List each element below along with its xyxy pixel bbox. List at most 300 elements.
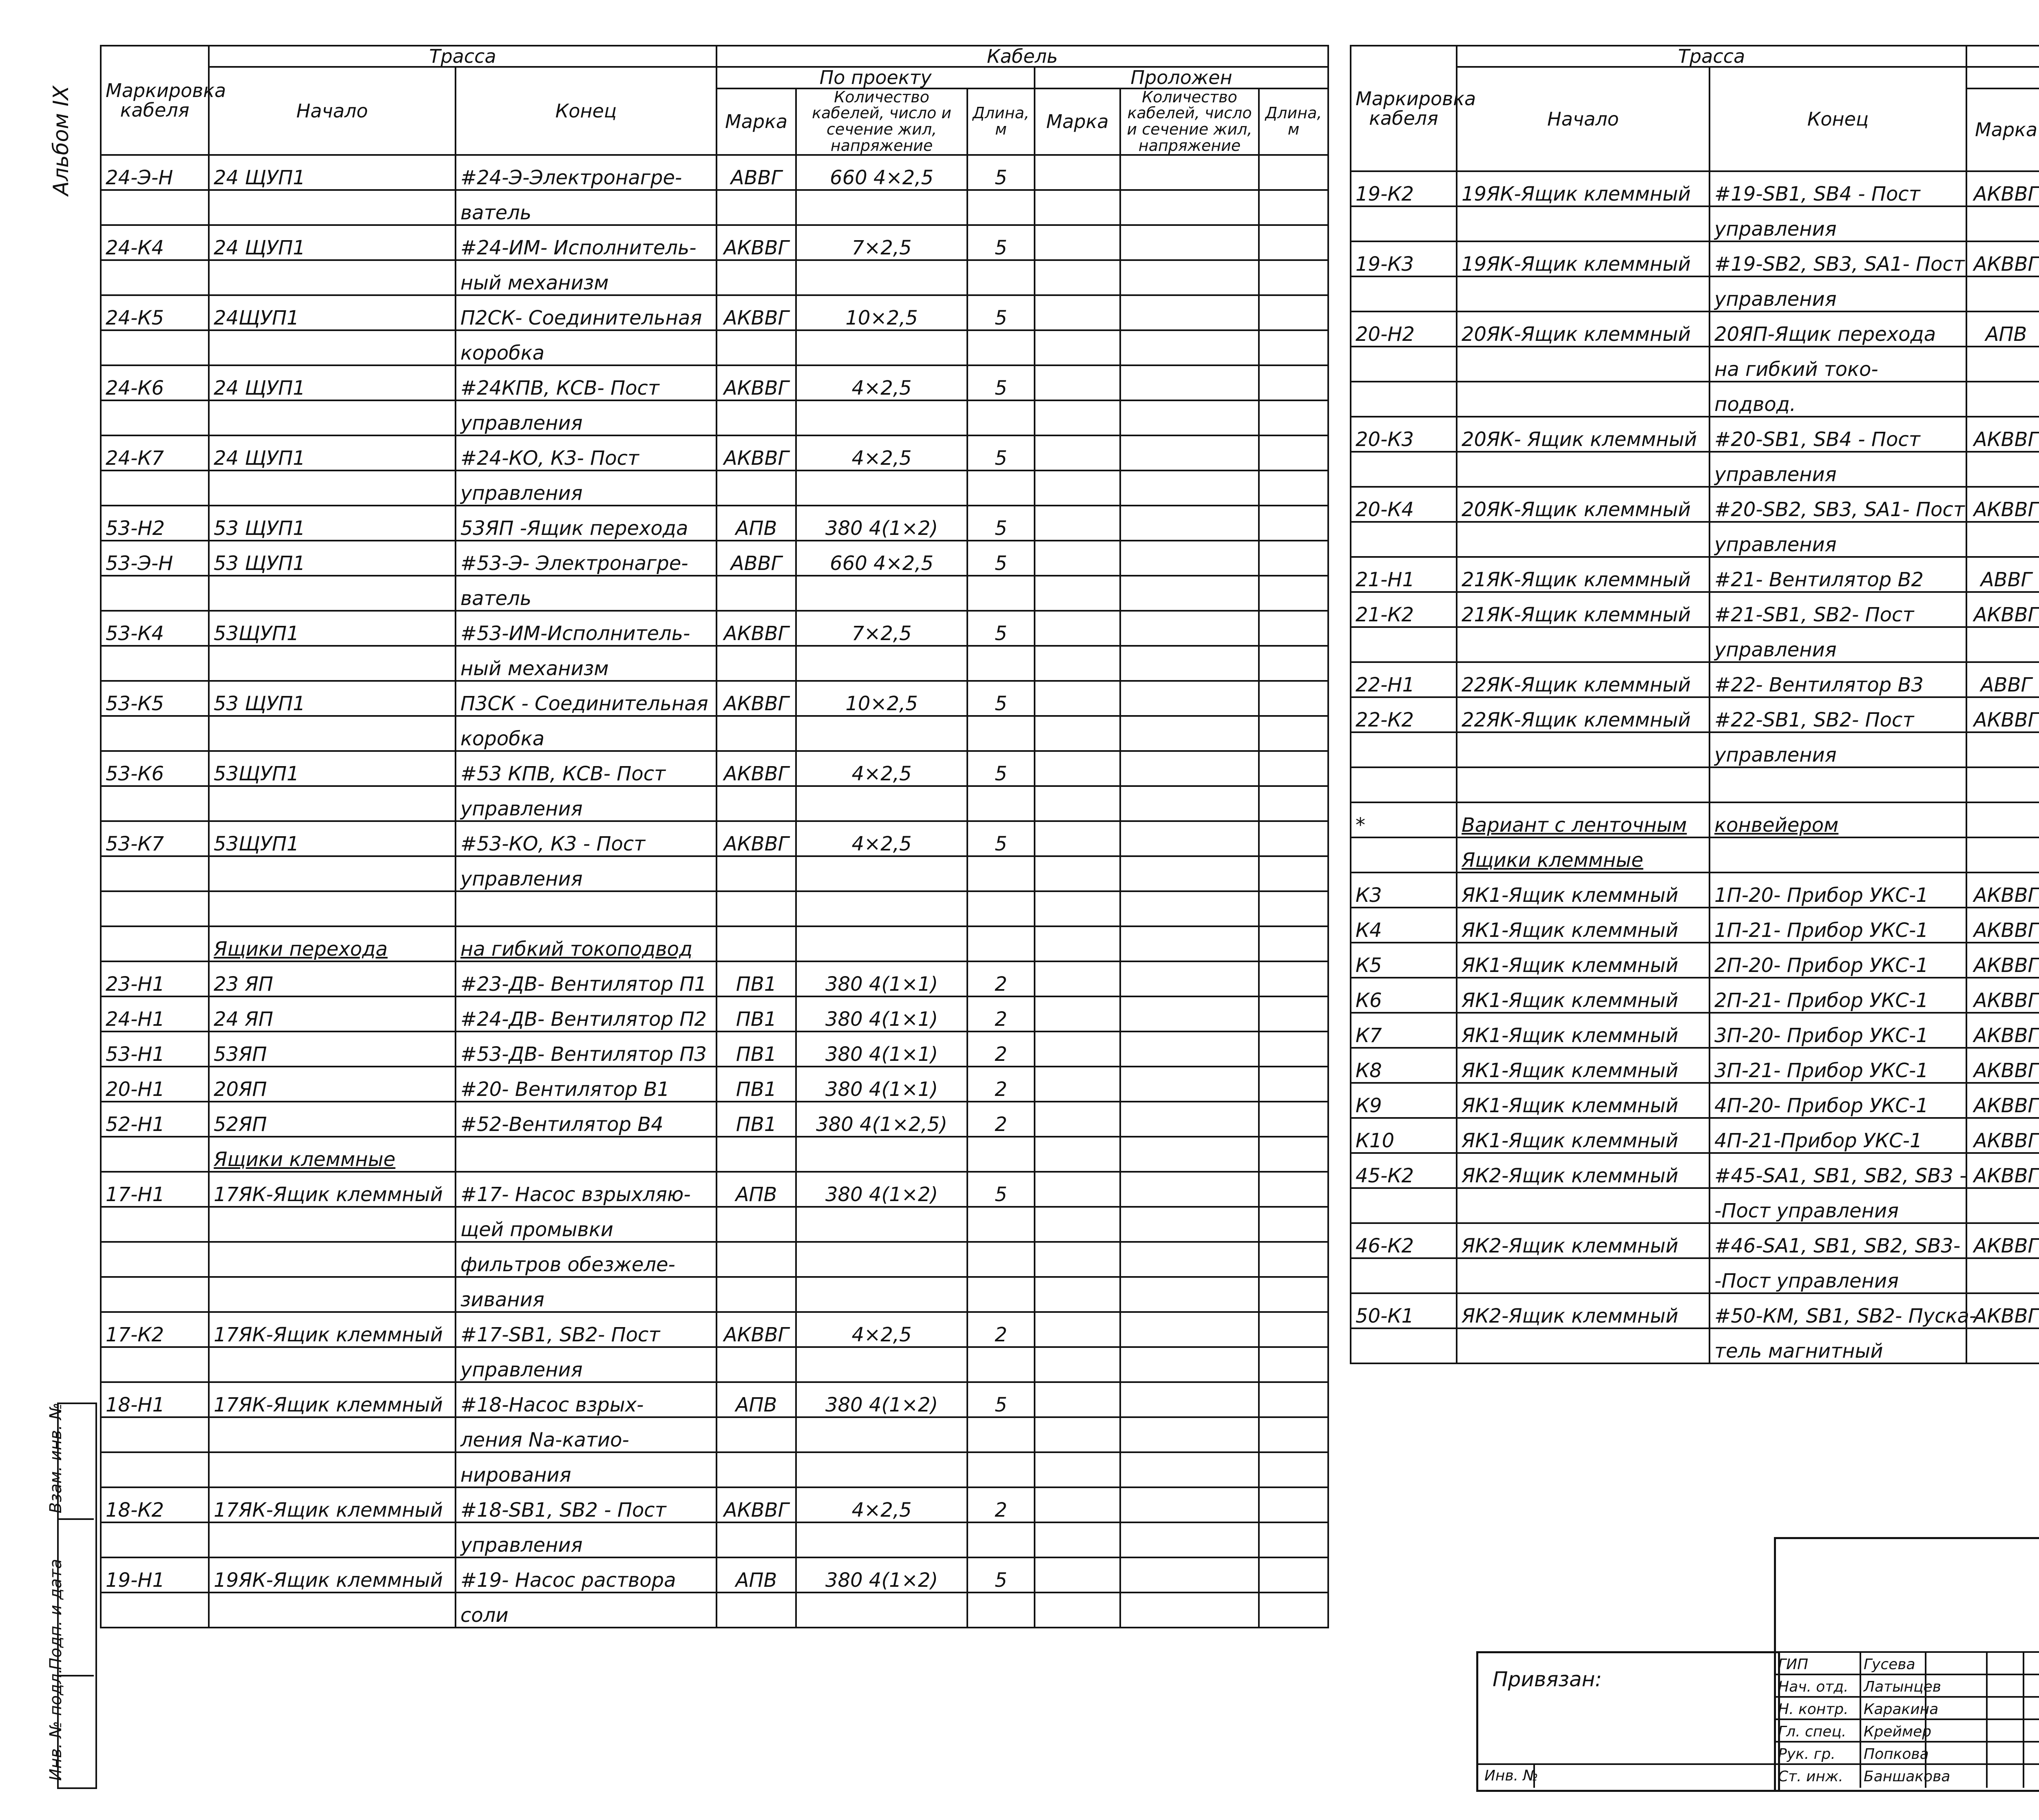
cell-laid-empty xyxy=(1120,611,1259,646)
table-row xyxy=(1351,908,2039,943)
cell-laid-empty xyxy=(1120,716,1259,751)
cell-end: щей промывки xyxy=(456,1207,717,1242)
cell-qty: 4×2,5 xyxy=(796,1312,967,1347)
table-row xyxy=(101,1557,1328,1592)
cell-start: 19ЯК-Ящик клеммный xyxy=(209,1557,456,1592)
cell-start: ЯК1-Ящик клеммный xyxy=(1457,872,1709,908)
cell-end: зивания xyxy=(456,1277,717,1312)
cell-start xyxy=(209,260,456,295)
cell-laid-empty xyxy=(1120,295,1259,330)
cell-len xyxy=(967,1277,1035,1312)
cell-laid-empty xyxy=(1259,891,1328,926)
cell-start xyxy=(1457,347,1709,382)
cell-laid-empty xyxy=(1120,470,1259,506)
cell-laid-empty xyxy=(1035,996,1120,1031)
cell-mark: 20-Н2 xyxy=(1351,311,1457,347)
cell-brand: АКВВГ xyxy=(1966,592,2039,627)
cell-end: #24-ДВ- Вентилятор П2 xyxy=(456,996,717,1031)
cell-laid-empty xyxy=(1120,190,1259,225)
table-row xyxy=(101,751,1328,786)
table-row xyxy=(1351,1013,2039,1048)
cell-mark xyxy=(1351,1258,1457,1293)
cell-laid-empty xyxy=(1259,435,1328,470)
cell-len xyxy=(967,926,1035,961)
cell-end xyxy=(1709,837,1966,872)
cell-len: 5 xyxy=(967,155,1035,190)
header-start: Начало xyxy=(1457,67,1709,171)
cell-laid-empty xyxy=(1259,365,1328,400)
cell-end: управления xyxy=(1709,522,1966,557)
cell-brand: АКВВГ xyxy=(1966,1153,2039,1188)
table-row xyxy=(101,1347,1328,1382)
cell-qty: 380 4(1×1) xyxy=(796,1031,967,1067)
cell-start: 20ЯК- Ящик клеммный xyxy=(1457,417,1709,452)
cell-brand xyxy=(1966,802,2039,837)
cell-laid-empty xyxy=(1120,435,1259,470)
cell-brand: АВВГ xyxy=(717,541,796,576)
cell-start xyxy=(1457,522,1709,557)
cell-mark xyxy=(1351,347,1457,382)
cell-brand xyxy=(1966,732,2039,767)
cell-laid-empty xyxy=(1035,1347,1120,1382)
header-end: Конец xyxy=(456,67,717,155)
cell-qty: 4×2,5 xyxy=(796,751,967,786)
signature-name: Гусева xyxy=(1864,1656,1915,1673)
cell-mark: 18-К2 xyxy=(101,1487,209,1522)
cell-end: -Пост управления xyxy=(1709,1188,1966,1223)
cell-mark xyxy=(1351,206,1457,241)
cell-len: 5 xyxy=(967,611,1035,646)
cell-laid-empty xyxy=(1120,751,1259,786)
cell-brand: АКВВГ xyxy=(1966,1083,2039,1118)
cell-laid-empty xyxy=(1259,190,1328,225)
cell-len: 2 xyxy=(967,1487,1035,1522)
cell-end: управления xyxy=(1709,627,1966,662)
cell-laid-empty xyxy=(1259,1137,1328,1172)
cell-end xyxy=(1709,767,1966,802)
cell-len: 5 xyxy=(967,1557,1035,1592)
cell-mark: 20-К3 xyxy=(1351,417,1457,452)
cell-start: 53 ЩУП1 xyxy=(209,541,456,576)
cell-qty xyxy=(796,260,967,295)
cell-laid-empty xyxy=(1259,155,1328,190)
cell-qty xyxy=(796,576,967,611)
table-row xyxy=(101,1487,1328,1522)
cell-laid-empty xyxy=(1120,961,1259,996)
header-by-project: По проекту xyxy=(717,67,1035,88)
cell-start: ЯК1-Ящик клеммный xyxy=(1457,1048,1709,1083)
cell-end: #19-SB1, SB4 - Пост xyxy=(1709,171,1966,206)
cell-brand: ПВ1 xyxy=(717,996,796,1031)
cell-start: ЯК1-Ящик клеммный xyxy=(1457,1118,1709,1153)
cell-start xyxy=(1457,452,1709,487)
cell-start: 17ЯК-Ящик клеммный xyxy=(209,1382,456,1417)
cell-start xyxy=(209,330,456,365)
cell-start: ЯК1-Ящик клеммный xyxy=(1457,1083,1709,1118)
cell-brand: АВВГ xyxy=(1966,557,2039,592)
cell-len xyxy=(967,190,1035,225)
cell-end: #24-КО, К3- Пост xyxy=(456,435,717,470)
table-row xyxy=(1351,487,2039,522)
cell-start xyxy=(209,470,456,506)
table-row xyxy=(101,1067,1328,1102)
cell-end: на гибкий токоподвод xyxy=(456,926,717,961)
table-row xyxy=(101,225,1328,260)
cell-end: управления xyxy=(1709,732,1966,767)
cell-brand xyxy=(717,190,796,225)
cell-start: 24 ЩУП1 xyxy=(209,435,456,470)
header-qty: Количество кабелей, число и сечение жил, напряжение xyxy=(796,88,967,155)
cell-brand xyxy=(1966,1188,2039,1223)
cell-qty xyxy=(796,786,967,821)
cell-mark: 20-Н1 xyxy=(101,1067,209,1102)
cell-end: управления xyxy=(456,786,717,821)
cell-brand: АКВВГ xyxy=(1966,171,2039,206)
cell-start: ЯК2-Ящик клеммный xyxy=(1457,1223,1709,1258)
cell-len: 5 xyxy=(967,751,1035,786)
cell-laid-empty xyxy=(1035,190,1120,225)
cell-laid-empty xyxy=(1259,1347,1328,1382)
cell-laid-empty xyxy=(1035,681,1120,716)
cell-len xyxy=(967,1137,1035,1172)
cell-brand: АКВВГ xyxy=(717,365,796,400)
cell-qty xyxy=(796,716,967,751)
cell-mark xyxy=(101,926,209,961)
cell-len: 2 xyxy=(967,961,1035,996)
table-row xyxy=(1351,382,2039,417)
table-row xyxy=(101,681,1328,716)
table-row xyxy=(101,506,1328,541)
cell-mark: К9 xyxy=(1351,1083,1457,1118)
cell-end: нирования xyxy=(456,1452,717,1487)
cell-brand xyxy=(717,926,796,961)
cell-mark xyxy=(101,1137,209,1172)
cell-brand xyxy=(717,1277,796,1312)
signature-role: Нач. отд. xyxy=(1778,1679,1849,1695)
table-row xyxy=(1351,978,2039,1013)
cell-len: 5 xyxy=(967,821,1035,856)
cell-mark: 24-Э-Н xyxy=(101,155,209,190)
cell-mark xyxy=(101,716,209,751)
cell-laid-empty xyxy=(1259,996,1328,1031)
cell-laid-empty xyxy=(1120,1067,1259,1102)
cell-start: 22ЯК-Ящик клеммный xyxy=(1457,697,1709,732)
cell-laid-empty xyxy=(1120,681,1259,716)
cell-end: #53-Э- Электронагре- xyxy=(456,541,717,576)
cell-start xyxy=(1457,276,1709,311)
cell-laid-empty xyxy=(1259,681,1328,716)
table-row xyxy=(1351,1223,2039,1258)
cell-brand xyxy=(1966,1328,2039,1363)
table-row xyxy=(101,1312,1328,1347)
cell-laid-empty xyxy=(1035,1522,1120,1557)
cell-len: 5 xyxy=(967,1172,1035,1207)
title-block xyxy=(1476,1537,2039,1790)
cable-rows-left xyxy=(101,155,1328,1628)
cell-start xyxy=(1457,206,1709,241)
cell-laid-empty xyxy=(1120,1277,1259,1312)
cell-mark: 52-Н1 xyxy=(101,1102,209,1137)
cell-laid-empty xyxy=(1120,1312,1259,1347)
cell-brand xyxy=(717,1207,796,1242)
cell-mark xyxy=(101,1347,209,1382)
cell-laid-empty xyxy=(1035,330,1120,365)
cell-start: 24 ЯП xyxy=(209,996,456,1031)
cell-end: ватель xyxy=(456,576,717,611)
cell-mark: 24-К4 xyxy=(101,225,209,260)
signature-name: Креймер xyxy=(1864,1723,1932,1740)
cell-start: 24 ЩУП1 xyxy=(209,155,456,190)
cell-mark: 24-К6 xyxy=(101,365,209,400)
cell-len: 2 xyxy=(967,1067,1035,1102)
table-row xyxy=(101,470,1328,506)
cell-brand: АКВВГ xyxy=(1966,1118,2039,1153)
cell-start: 19ЯК-Ящик клеммный xyxy=(1457,241,1709,276)
table-row xyxy=(1351,697,2039,732)
cell-laid-empty xyxy=(1120,646,1259,681)
cell-mark xyxy=(101,856,209,891)
cell-end: #53 КПВ, КСВ- Пост xyxy=(456,751,717,786)
cell-brand: АКВВГ xyxy=(717,1312,796,1347)
cell-mark: 23-Н1 xyxy=(101,961,209,996)
cell-mark: 22-К2 xyxy=(1351,697,1457,732)
cell-start xyxy=(209,856,456,891)
cell-start: 19ЯК-Ящик клеммный xyxy=(1457,171,1709,206)
cell-len: 5 xyxy=(967,435,1035,470)
cell-brand: АПВ xyxy=(717,1557,796,1592)
cell-start: 53ЩУП1 xyxy=(209,821,456,856)
cell-len xyxy=(967,470,1035,506)
cell-brand xyxy=(717,400,796,435)
cell-qty xyxy=(796,190,967,225)
cell-laid-empty xyxy=(1259,1067,1328,1102)
cell-mark xyxy=(1351,382,1457,417)
cell-qty: 7×2,5 xyxy=(796,611,967,646)
cell-qty xyxy=(796,1452,967,1487)
cell-start: Ящики перехода xyxy=(209,926,456,961)
header-start: Начало xyxy=(209,67,456,155)
cell-end: #53-ИМ-Исполнитель- xyxy=(456,611,717,646)
cell-mark: 53-К6 xyxy=(101,751,209,786)
cell-mark: К8 xyxy=(1351,1048,1457,1083)
cell-brand: АКВВГ xyxy=(1966,1223,2039,1258)
cell-laid-empty xyxy=(1035,611,1120,646)
cell-laid-empty xyxy=(1120,821,1259,856)
cell-laid-empty xyxy=(1035,506,1120,541)
table-row xyxy=(101,1207,1328,1242)
table-row xyxy=(101,1031,1328,1067)
cell-laid-empty xyxy=(1120,1522,1259,1557)
cell-mark xyxy=(1351,627,1457,662)
cell-mark: 19-К3 xyxy=(1351,241,1457,276)
cell-brand xyxy=(717,1522,796,1557)
cell-laid-empty xyxy=(1259,1452,1328,1487)
cell-brand: АКВВГ xyxy=(1966,417,2039,452)
cell-end: 1П-21- Прибор УКС-1 xyxy=(1709,908,1966,943)
cell-end: #53-КО, К3 - Пост xyxy=(456,821,717,856)
cell-brand xyxy=(1966,627,2039,662)
signature-role: Рук. гр. xyxy=(1778,1746,1836,1763)
table-row xyxy=(101,190,1328,225)
cell-qty xyxy=(796,891,967,926)
cell-laid-empty xyxy=(1259,225,1328,260)
table-row xyxy=(1351,1118,2039,1153)
table-row xyxy=(101,400,1328,435)
cell-laid-empty xyxy=(1120,926,1259,961)
cell-laid-empty xyxy=(1259,961,1328,996)
cell-mark xyxy=(101,1277,209,1312)
cell-mark: 24-Н1 xyxy=(101,996,209,1031)
cell-qty: 4×2,5 xyxy=(796,365,967,400)
cell-laid-empty xyxy=(1259,1207,1328,1242)
cell-qty xyxy=(796,1242,967,1277)
table-row xyxy=(1351,417,2039,452)
cell-len xyxy=(967,330,1035,365)
cell-laid-empty xyxy=(1035,155,1120,190)
cell-qty: 380 4(1×1) xyxy=(796,996,967,1031)
header-cable xyxy=(1966,46,2039,67)
cell-laid-empty xyxy=(1259,646,1328,681)
cell-laid-empty xyxy=(1259,541,1328,576)
cell-len: 2 xyxy=(967,1031,1035,1067)
table-row xyxy=(101,926,1328,961)
cell-brand: ПВ1 xyxy=(717,961,796,996)
cell-brand xyxy=(717,260,796,295)
cell-brand: АПВ xyxy=(717,1382,796,1417)
cell-qty: 4×2,5 xyxy=(796,435,967,470)
cell-brand xyxy=(717,576,796,611)
cell-end: 2П-20- Прибор УКС-1 xyxy=(1709,943,1966,978)
cell-mark: 21-Н1 xyxy=(1351,557,1457,592)
header-route: Трасса xyxy=(1457,46,1966,67)
cell-end: #19-SB2, SB3, SA1- Пост xyxy=(1709,241,1966,276)
side-stamp-label: Инв. № подл. xyxy=(46,1668,65,1781)
cell-end: управления xyxy=(456,1522,717,1557)
table-row xyxy=(101,541,1328,576)
cell-brand xyxy=(717,716,796,751)
table-row xyxy=(1351,171,2039,206)
cell-len xyxy=(967,786,1035,821)
cable-rows-right xyxy=(1351,171,2039,1363)
cell-laid-empty xyxy=(1120,260,1259,295)
cell-end: #24КПВ, КСВ- Пост xyxy=(456,365,717,400)
cell-start xyxy=(209,1452,456,1487)
cell-mark: 50-К1 xyxy=(1351,1293,1457,1328)
cell-qty xyxy=(796,1347,967,1382)
cell-laid-empty xyxy=(1120,506,1259,541)
cell-len: 5 xyxy=(967,541,1035,576)
header-brand: Марка xyxy=(717,88,796,155)
cell-qty: 4×2,5 xyxy=(796,821,967,856)
cell-laid-empty xyxy=(1035,961,1120,996)
cell-qty xyxy=(796,856,967,891)
cell-laid-empty xyxy=(1035,926,1120,961)
table-row xyxy=(101,646,1328,681)
cell-laid-empty xyxy=(1259,576,1328,611)
cell-laid-empty xyxy=(1120,786,1259,821)
cell-start xyxy=(209,400,456,435)
cell-start: 53 ЩУП1 xyxy=(209,506,456,541)
cell-end: 4П-20- Прибор УКС-1 xyxy=(1709,1083,1966,1118)
cell-end: ный механизм xyxy=(456,260,717,295)
cell-start xyxy=(209,716,456,751)
cell-laid-empty xyxy=(1259,295,1328,330)
cell-laid-empty xyxy=(1035,1312,1120,1347)
table-row xyxy=(101,435,1328,470)
cell-mark: 17-К2 xyxy=(101,1312,209,1347)
cell-start: 24ЩУП1 xyxy=(209,295,456,330)
cell-mark: 53-Н1 xyxy=(101,1031,209,1067)
table-row xyxy=(1351,311,2039,347)
cell-qty: 660 4×2,5 xyxy=(796,541,967,576)
cell-len xyxy=(967,1592,1035,1628)
table-row xyxy=(1351,732,2039,767)
cell-mark: * xyxy=(1351,802,1457,837)
cell-qty xyxy=(796,470,967,506)
table-row xyxy=(1351,452,2039,487)
cell-start: Вариант с ленточным xyxy=(1457,802,1709,837)
cell-end: фильтров обезжеле- xyxy=(456,1242,717,1277)
cell-laid-empty xyxy=(1120,1592,1259,1628)
signature-name: Баншакова xyxy=(1864,1768,1951,1785)
cell-mark xyxy=(1351,1188,1457,1223)
cell-start: 53ЩУП1 xyxy=(209,611,456,646)
cell-laid-empty xyxy=(1120,891,1259,926)
cell-mark xyxy=(101,260,209,295)
cell-start xyxy=(209,646,456,681)
table-row xyxy=(101,365,1328,400)
cell-laid-empty xyxy=(1259,1102,1328,1137)
cell-qty xyxy=(796,1207,967,1242)
cell-len: 5 xyxy=(967,506,1035,541)
cell-laid-empty xyxy=(1120,330,1259,365)
cell-brand: АКВВГ xyxy=(1966,487,2039,522)
cell-mark xyxy=(101,891,209,926)
cell-end: #20-SB2, SB3, SA1- Пост xyxy=(1709,487,1966,522)
cell-qty: 380 4(1×2) xyxy=(796,506,967,541)
cell-mark xyxy=(1351,732,1457,767)
cell-brand: АПВ xyxy=(1966,311,2039,347)
cell-start: 17ЯК-Ящик клеммный xyxy=(209,1312,456,1347)
cell-end: #18-Насос взрых- xyxy=(456,1382,717,1417)
cell-qty xyxy=(796,1592,967,1628)
cell-start: Ящики клеммные xyxy=(1457,837,1709,872)
cell-laid-empty xyxy=(1035,1172,1120,1207)
table-row xyxy=(101,1172,1328,1207)
cell-laid-empty xyxy=(1120,1487,1259,1522)
cell-qty xyxy=(796,1417,967,1452)
cell-start xyxy=(209,1242,456,1277)
table-row xyxy=(101,716,1328,751)
cell-mark xyxy=(101,1207,209,1242)
cell-mark: К10 xyxy=(1351,1118,1457,1153)
cell-laid-empty xyxy=(1035,1067,1120,1102)
cell-start xyxy=(209,576,456,611)
cell-qty xyxy=(796,646,967,681)
cell-mark xyxy=(1351,1328,1457,1363)
cell-start xyxy=(209,190,456,225)
cell-brand: ПВ1 xyxy=(717,1102,796,1137)
cell-end: #22- Вентилятор В3 xyxy=(1709,662,1966,697)
table-row xyxy=(101,1242,1328,1277)
cell-len xyxy=(967,1242,1035,1277)
cell-brand: АКВВГ xyxy=(717,435,796,470)
cell-brand: АКВВГ xyxy=(717,295,796,330)
cell-end: #50-КМ, SB1, SB2- Пуска- xyxy=(1709,1293,1966,1328)
cell-mark: 53-Н2 xyxy=(101,506,209,541)
cell-mark: 53-К4 xyxy=(101,611,209,646)
cell-mark xyxy=(101,1592,209,1628)
